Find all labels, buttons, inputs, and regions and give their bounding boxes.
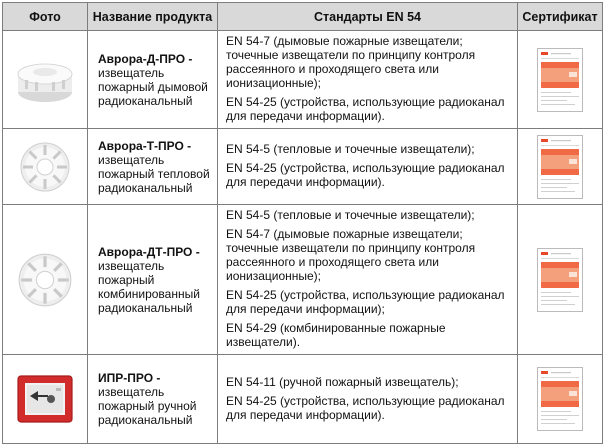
product-name: Аврора-Д-ПРО - (98, 51, 193, 66)
photo-cell (3, 355, 88, 444)
standard-entry: EN 54-25 (устройства, использующие радиоканал для передачи информации). (226, 161, 505, 189)
product-description: извещатель пожарный ручной радиоканальный (98, 385, 197, 427)
table-row (3, 355, 603, 444)
certificate-cell (518, 31, 603, 129)
certificate-document-thumbnail-icon (537, 135, 583, 199)
standards-cell (218, 129, 518, 205)
white-heat-detector-icon (19, 141, 71, 193)
standard-entry: EN 54-5 (тепловые и точечные извещатели); (226, 208, 475, 222)
table-header-row (3, 3, 603, 31)
product-name: Аврора-ДТ-ПРО - (98, 244, 200, 259)
certificate-document-thumbnail-icon (537, 248, 583, 312)
certificate-cell (518, 129, 603, 205)
red-manual-call-point-icon (16, 374, 74, 424)
product-name-cell (88, 205, 218, 355)
photo-cell (3, 129, 88, 205)
product-description: извещатель пожарный тепловой радиоканальный (98, 152, 210, 195)
table-row (3, 205, 603, 355)
standard-entry: EN 54-7 (дымовые пожарные извещатели; точечные извещатели по принципу контроля рассеянного и проходящего света или ионизационные); (226, 227, 476, 283)
table-row (3, 129, 603, 205)
header-photo: Фото (3, 3, 88, 31)
standard-entry: EN 54-7 (дымовые пожарные извещатели; точечные извещатели по принципу контроля рассеянного и проходящего света или ионизационные); (226, 34, 476, 90)
table-row (3, 31, 603, 129)
standard-entry: EN 54-25 (устройства, использующие радиоканал для передачи информации); (226, 288, 505, 316)
certificate-document-thumbnail-icon (537, 367, 583, 431)
products-table (2, 2, 603, 444)
product-name: ИПР-ПРО - (98, 371, 161, 385)
product-name: Аврора-Т-ПРО - (98, 138, 192, 153)
product-description: извещатель пожарный дымовой радиоканальный (98, 65, 208, 108)
product-name-cell (88, 31, 218, 129)
product-description: извещатель пожарный комбинированный радиоканальный (98, 258, 200, 315)
standards-cell (218, 31, 518, 129)
certificate-cell (518, 205, 603, 355)
standard-entry: EN 54-11 (ручной пожарный извещатель); (226, 374, 459, 389)
white-smoke-detector-icon (13, 52, 77, 108)
standard-entry: EN 54-25 (устройства, использующие радиоканал для передачи информации). (226, 95, 505, 123)
white-combined-detector-icon (17, 252, 73, 308)
standards-cell (218, 355, 518, 444)
product-name-cell (88, 129, 218, 205)
header-standards: Стандарты EN 54 (218, 3, 518, 31)
standard-entry: EN 54-29 (комбинированные пожарные извещатели). (226, 321, 446, 349)
certificate-cell (518, 355, 603, 444)
standard-entry: EN 54-5 (тепловые и точечные извещатели); (226, 142, 475, 156)
standard-entry: EN 54-25 (устройства, использующие радиоканал для передачи информации). (226, 393, 505, 422)
product-name-cell (88, 355, 218, 444)
photo-cell (3, 31, 88, 129)
photo-cell (3, 205, 88, 355)
certificate-document-thumbnail-icon (537, 48, 583, 112)
header-product: Название продукта (88, 3, 218, 31)
header-certificate: Сертификат (518, 3, 603, 31)
standards-cell (218, 205, 518, 355)
